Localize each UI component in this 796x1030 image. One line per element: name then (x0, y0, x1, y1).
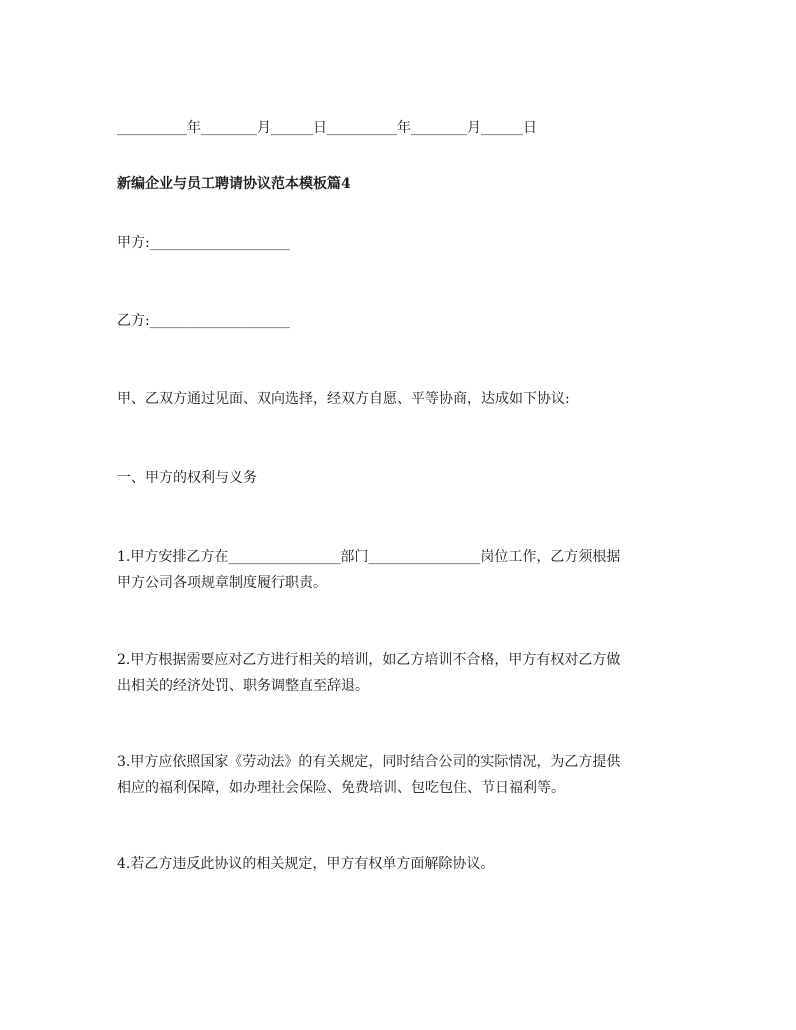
clause-4-line-1: 4.若乙方违反此协议的相关规定，甲方有权单方面解除协议。 (117, 856, 495, 872)
signature-date-line: __________年________月______日__________年________月______日 (117, 120, 537, 136)
document-heading: 新编企业与员工聘请协议范本模板篇4 (117, 176, 351, 192)
clause-2-line-1: 2.甲方根据需要应对乙方进行相关的培训，如乙方培训不合格，甲方有权对乙方做 (117, 652, 621, 668)
clause-3-line-2: 相应的福利保障，如办理社会保险、免费培训、包吃包住、节日福利等。 (117, 780, 565, 796)
clause-1-line-1: 1.甲方安排乙方在________________部门________________岗位工作，乙方须根据 (117, 549, 621, 565)
clause-1-line-2: 甲方公司各项规章制度履行职责。 (117, 575, 327, 591)
clause-2-line-2: 出相关的经济处罚、职务调整直至辞退。 (117, 678, 369, 694)
clause-3-line-1: 3.甲方应依照国家《劳动法》的有关规定，同时结合公司的实际情况，为乙方提供 (117, 754, 621, 770)
party-a-line: 甲方:____________________ (117, 235, 290, 251)
party-b-line: 乙方:____________________ (117, 313, 290, 329)
section-title: 一、甲方的权利与义务 (117, 470, 257, 486)
intro-paragraph: 甲、乙双方通过见面、双向选择，经双方自愿、平等协商，达成如下协议: (117, 391, 570, 407)
